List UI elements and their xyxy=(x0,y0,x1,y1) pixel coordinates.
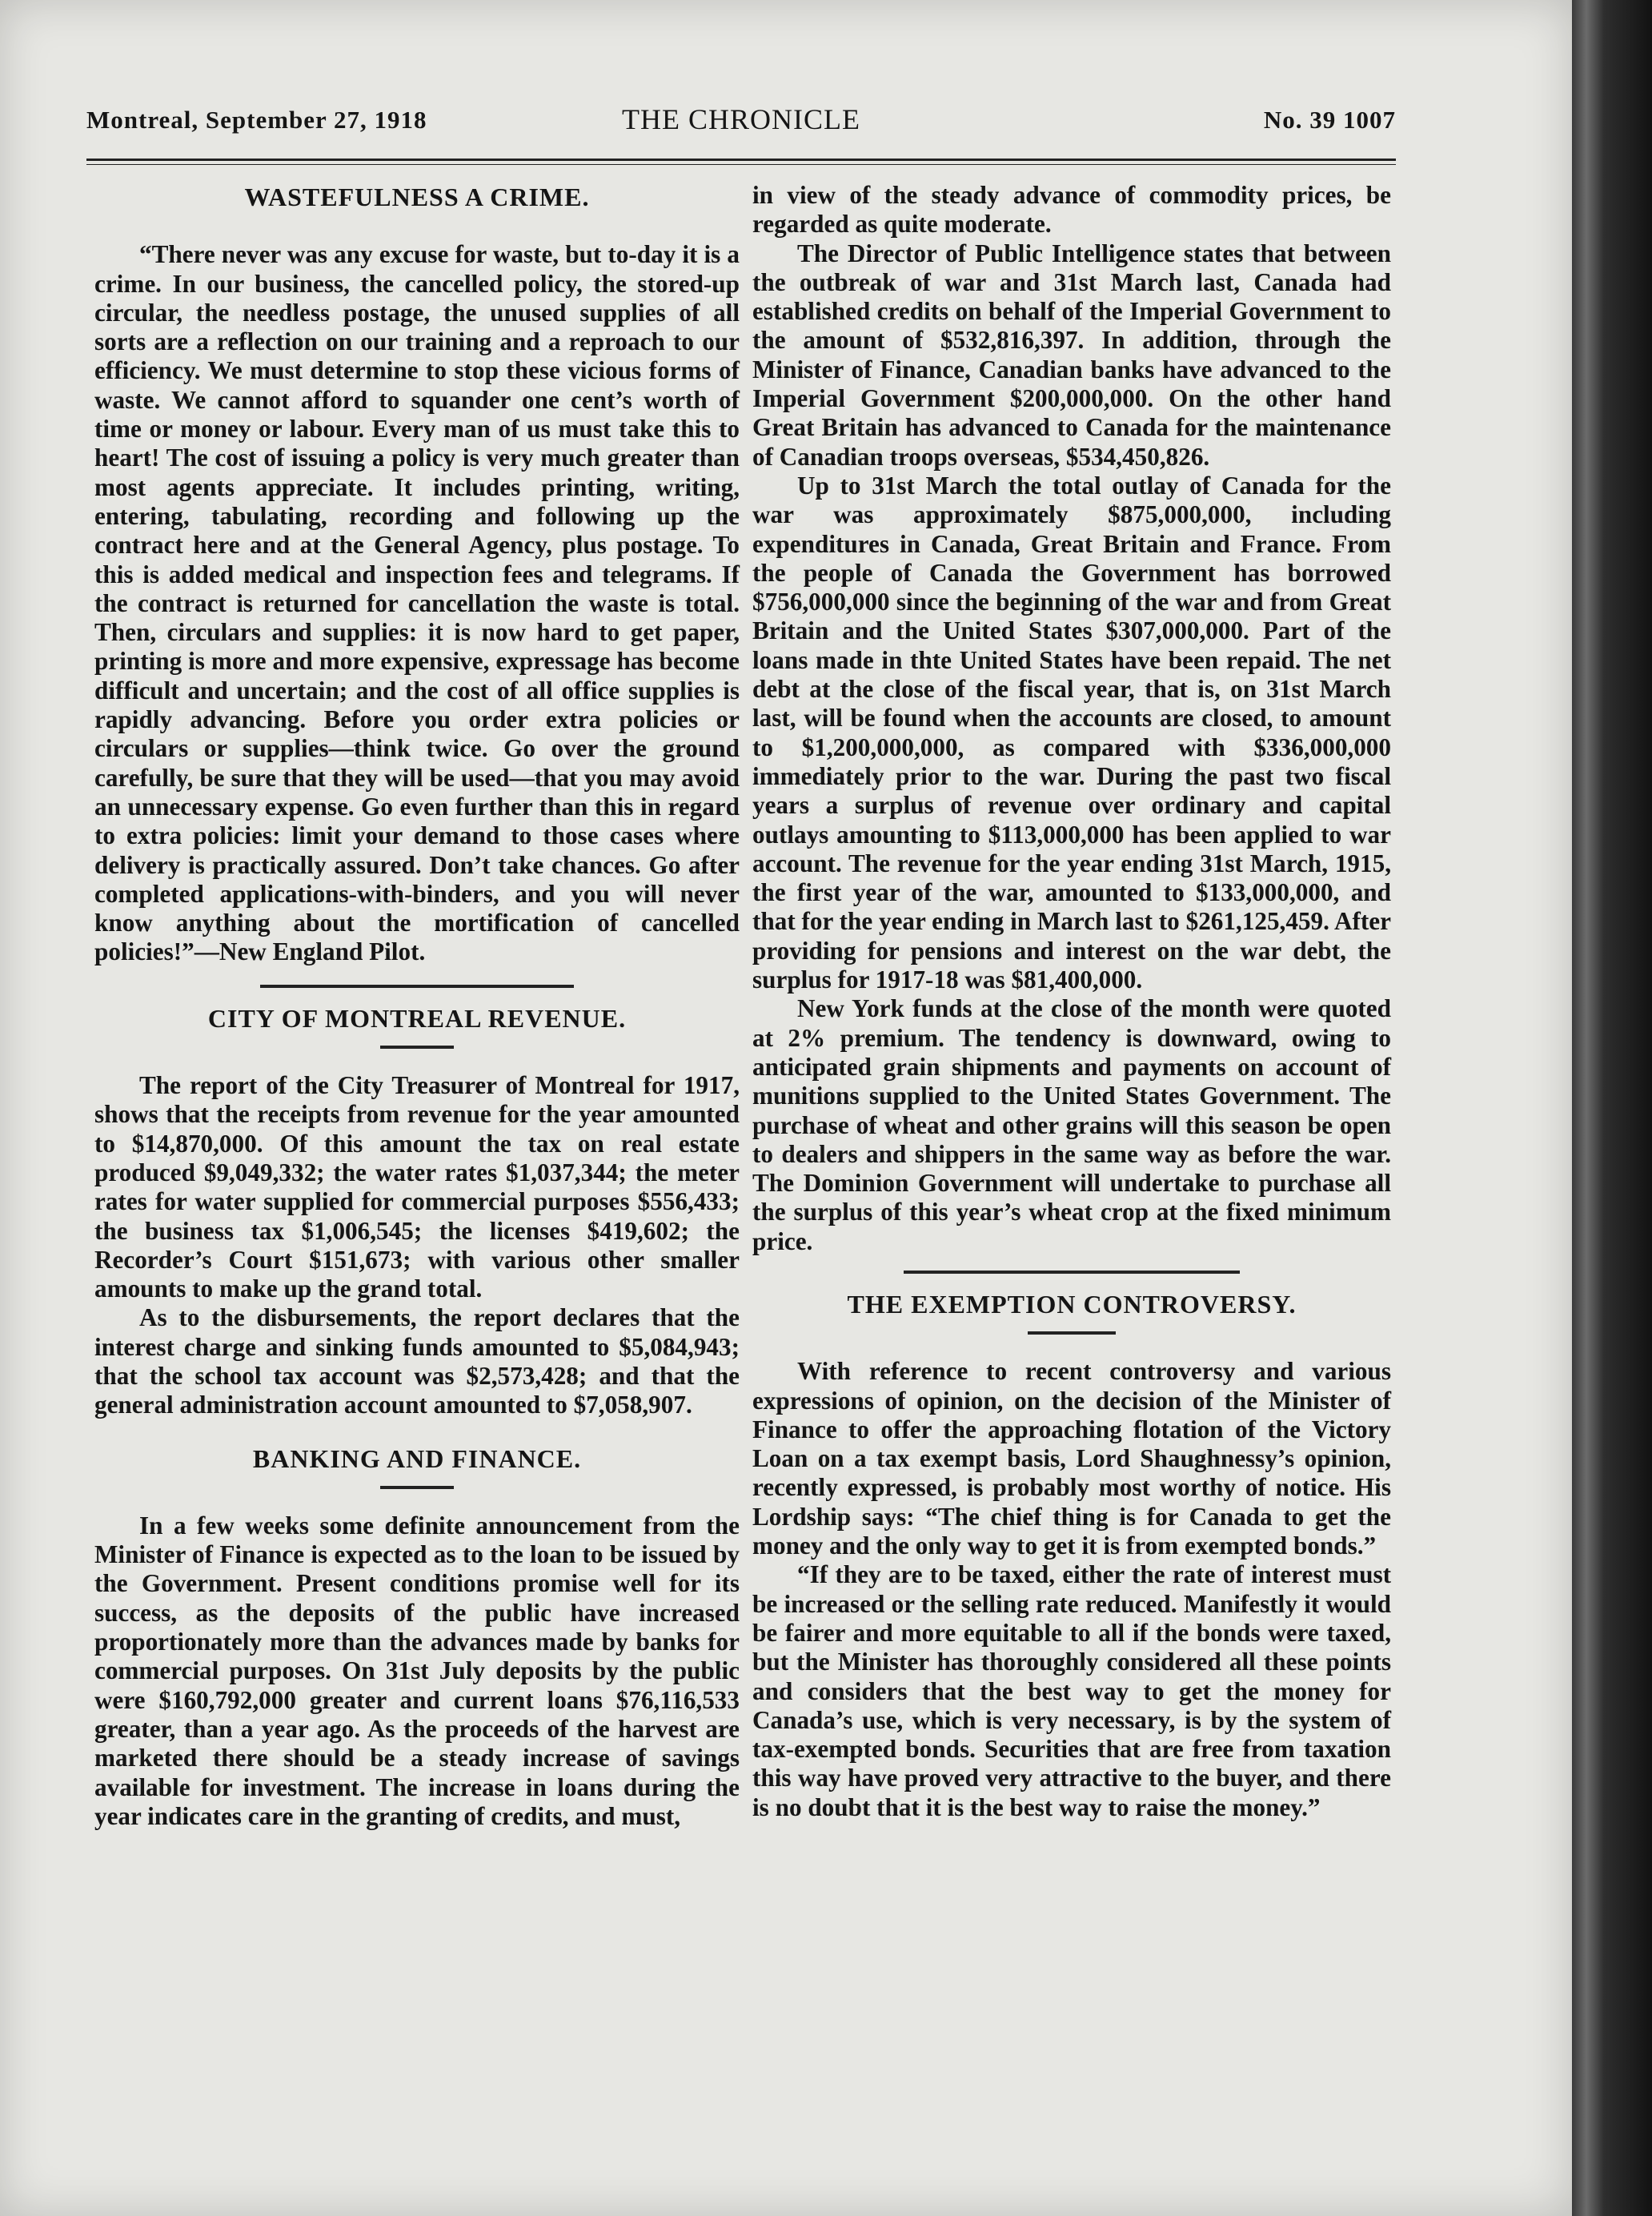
article-wastefulness xyxy=(94,183,740,967)
right-column xyxy=(752,181,1391,1822)
title-underline xyxy=(380,1046,454,1049)
section-divider xyxy=(260,985,574,988)
article-paragraph: The Director of Public Intelligence states that between the outbreak of war and 31st March last, Canada had established credits on behalf of the Imperial Government to the amount of $532,816,397. In addition, through the Minister of Finance, Canadian banks have advanced to the Imperial Government $200,000,000. On the other hand Great Britain has advanced to Canada for the maintenance of Canadian troops overseas, $534,450,826. xyxy=(752,239,1391,471)
article-exemption xyxy=(752,1290,1391,1822)
title-underline xyxy=(380,1486,454,1489)
article-paragraph: The report of the City Treasurer of Montreal for 1917, shows that the receipts from revenue for the year amounted to $14,870,000. Of this amount the tax on real estate produced $9,049,332; the water rates $1,037,344; the meter rates for water supplied for commercial purposes $556,433; the business tax $1,006,545; the licenses $419,602; the Recorder’s Court $151,673; with various other smaller amounts to make up the grand total. xyxy=(94,1071,740,1303)
article-paragraph: In a few weeks some definite announcement from the Minister of Finance is expected as to the loan to be issued by the Government. Present conditions promise well for its success, as the deposits of the public have increased proportionately more than the advances made by banks for commercial purposes. On 31st July deposits by the public were $160,792,000 greater and current loans $76,116,533 greater, than a year ago. As the proceeds of the harvest are marketed there should be a steady increase of savings available for investment. The increase in loans during the year indicates care in the granting of credits, and must, xyxy=(94,1511,740,1830)
article-paragraph: in view of the steady advance of commodity prices, be regarded as quite moderate. xyxy=(752,181,1391,239)
title-underline xyxy=(1028,1331,1116,1335)
article-title: WASTEFULNESS A CRIME. xyxy=(244,183,590,211)
book-binding-edge xyxy=(1572,0,1652,2216)
article-paragraph: New York funds at the close of the month were quoted at 2% premium. The tendency is downward, owing to anticipated grain shipments and payments on account of munitions supplied to the United States Government. The purchase of wheat and other grains will this season be open to dealers and shippers in the same way as before the war. The Dominion Government will undertake to purchase all the surplus of this year’s wheat crop at the fixed minimum price. xyxy=(752,994,1391,1255)
article-paragraph: “If they are to be taxed, either the rate of interest must be increased or the selling rate reduced. Manifestly it would be fairer and more equitable to all if the bonds were taxed, but the Minister has thoroughly considered all these points and considers that the best way to get the money for Canada’s use, which is very necessary, is by the system of tax-exempted bonds. Securities that are free from taxation this way have proved very attractive to the buyer, and there is no doubt that it is the best way to raise the money.” xyxy=(752,1560,1391,1821)
article-paragraph: With reference to recent controversy and various expressions of opinion, on the decision of the Minister of Finance to offer the approaching flotation of the Victory Loan on a tax exempt basis, Lord Shaughnessy’s opinion, recently expressed, is probably most worthy of notice. His Lordship says: “The chief thing is for Canada to get the money and the only way to get it is from exempted bonds.” xyxy=(752,1357,1391,1560)
article-title: BANKING AND FINANCE. xyxy=(252,1443,582,1473)
left-column xyxy=(94,181,740,1831)
issue-page-number: No. 39 1007 xyxy=(1263,106,1396,134)
article-paragraph: Up to 31st March the total outlay of Canada for the war was approximately $875,000,000, including expenditures in Canada, Great Britain and France. From the people of Canada the Government has borrowed $756,000,000 since the beginning of the war and from Great Britain and the United States $307,000,000. Part of the loans made in thte United States have been repaid. The net debt at the close of the fiscal year, that is, on 31st March last, will be found when the accounts are closed, to amount to $1,200,000,000, as compared with $336,000,000 immediately prior to the war. During the past two fiscal years a surplus of revenue over ordinary and capital outlays amounting to $113,000,000 has been applied to war account. The revenue for the year ending 31st March, 1915, the first year of the war, amounted to $133,000,000, and that for the year ending in March last to $261,125,459. After providing for pensions and interest on the war debt, the surplus for 1917-18 was $81,400,000. xyxy=(752,471,1391,994)
article-paragraph: “There never was any excuse for waste, but to-day it is a crime. In our business, the cancelled policy, the stored-up circular, the needless postage, the unused supplies of all sorts are a reflection on our training and a reproach to our efficiency. We must determine to stop these vicious forms of waste. We cannot afford to squander one cent’s worth of time or money or labour. Every man of us must take this to heart! The cost of issuing a policy is very much greater than most agents appreciate. It includes printing, writing, entering, tabulating, recording and following up the contract here and at the General Agency, plus postage. To this is added medical and inspection fees and telegrams. If the contract is returned for cancellation the waste is total. Then, circulars and supplies: it is now hard to get paper, printing is more and more expensive, expressage has become difficult and uncertain; and the cost of all office supplies is rapidly advancing. Before you order extra policies or circulars or supplies—think twice. Go over the ground carefully, be sure that they will be used—that you may avoid an unnecessary expense. Go even further than this in regard to extra policies: limit your demand to those cases where delivery is practically assured. Don’t take chances. Go after completed applications-with-binders, and you will never know anything about the mortification of cancelled policies!”—New England Pilot. xyxy=(94,240,740,966)
article-banking xyxy=(94,1444,740,1832)
article-banking-continued xyxy=(752,181,1391,1256)
article-paragraph: As to the disbursements, the report declares that the interest charge and sinking funds amounted to $5,084,943; that the school tax account was $2,573,428; and that the general administration account amounted to $7,058,907. xyxy=(94,1303,740,1419)
publication-title: THE CHRONICLE xyxy=(622,103,860,135)
header-double-rule xyxy=(86,159,1396,165)
page-header xyxy=(86,96,1396,144)
header-dateline: Montreal, September 27, 1918 xyxy=(86,106,427,134)
article-title: THE EXEMPTION CONTROVERSY. xyxy=(847,1289,1297,1319)
article-montreal-revenue xyxy=(94,1004,740,1420)
article-title: CITY OF MONTREAL REVENUE. xyxy=(207,1003,627,1033)
section-divider xyxy=(904,1271,1240,1274)
